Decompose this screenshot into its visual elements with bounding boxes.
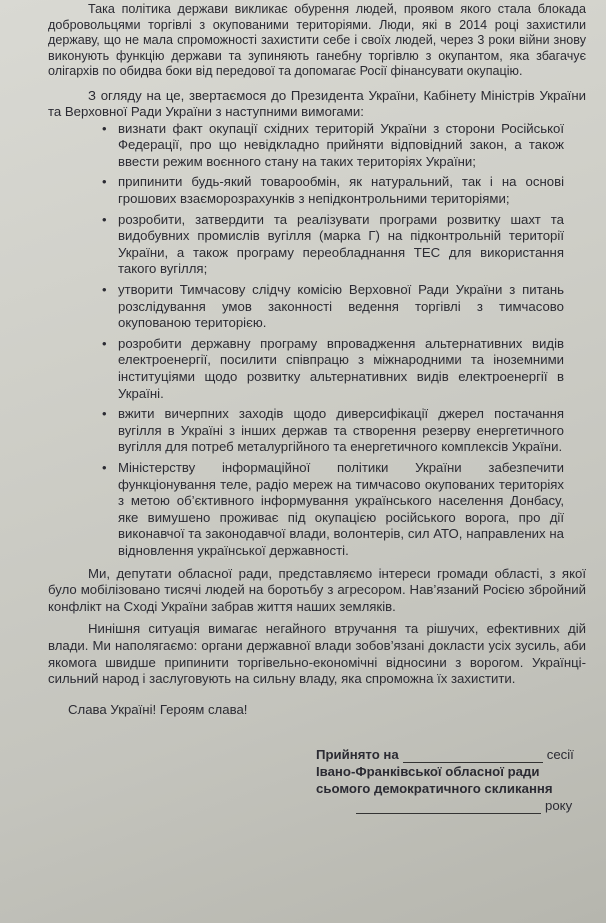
- demand-text: розробити державну програму впровадження альтернативних видів електроенергії, посилити співпрацю з міжнародними та іноземними інституціями щодо розвитку альтернативних видів електроенергії в Україні.: [118, 335, 564, 401]
- bullet-icon: •: [102, 406, 107, 422]
- demand-text: припинити будь-який товарообмін, як натуральний, так і на основі грошових взаєморозрахунків з непідконтрольними територіями;: [118, 174, 564, 207]
- adoption-year-suffix: року: [545, 798, 573, 814]
- situation-paragraph: Нинішня ситуація вимагає негайного втручання та рішучих, ефективних дій влади. Ми наполягаємо: органи державної влади зобов’язані докласти усіх зусиль, аби якомога швидше припинити торгівельно-економічні відносини з ворогом. Українці-сильний народ і заслуговують на сильну владу, яка спроможна їх захистити.: [48, 621, 586, 687]
- demand-intro: З огляду на це, звертаємося до Президента України, Кабінету Міністрів України та Верховної Ради України з наступними вимогами:: [48, 87, 586, 120]
- demands-list: [48, 121, 586, 560]
- demand-item: [102, 174, 564, 207]
- intro-paragraph: Така політика держави викликає обурення людей, проявом якого стала блокада добровольцями торгівлі з окупованими територіями. Люди, які в 2014 році захистили державу, що не мала спроможності захистити себе і своїх людей, через 3 роки війни знову виконують функцію держави та зупиняють ганебну торгівлю з окупантом, яка збагачує олігархів по обидва боки від передової та допомагає Росії фінансувати окупацію.: [48, 2, 586, 78]
- demand-text: Міністерству інформаційної політики України забезпечити функціонування теле, радіо мереж на тимчасово окупованих територіях з метою об’єктивного інформування українського населення Донбасу, яке вимушено проживає під окупацією російського ворога, про дії виконавчої та законодавчої влади, волонтерів, сил АТО, направлених на відновлення української державності.: [118, 459, 564, 558]
- adoption-convocation-line: [316, 780, 586, 797]
- bullet-icon: •: [102, 211, 107, 227]
- demand-text: розробити, затвердити та реалізувати програми розвитку шахт та видобувних промислів вугілля (марка Г) на підконтрольній території України, а також програму переобладнання ТЕС для використання такого вугілля;: [118, 211, 564, 277]
- demand-item: [102, 282, 564, 332]
- demand-item: [102, 459, 564, 560]
- bullet-icon: •: [102, 174, 107, 190]
- adoption-council-line: [316, 763, 586, 780]
- adoption-prefix: Прийнято на: [316, 747, 399, 763]
- demand-text: утворити Тимчасову слідчу комісію Верховної Ради України з питань розслідування умов законності ведення торгівлі з тимчасово окупованою територією.: [118, 282, 564, 331]
- bullet-icon: •: [102, 282, 107, 298]
- deputies-paragraph: Ми, депутати обласної ради, представляємо інтереси громади області, з якої було мобілізовано тисячі людей на боротьбу з агресором. Нав’язаний Росією збройний конфлікт на Сході України забрав життя наших земляків.: [48, 565, 586, 614]
- demand-item: [102, 335, 564, 402]
- bullet-icon: •: [102, 459, 107, 475]
- year-blank: [356, 801, 541, 814]
- demand-item: [102, 211, 564, 278]
- demand-text: вжити вичерпних заходів щодо диверсифікації джерел постачання вугілля в Україні з інших держав та створення резерву енергетичного вугілля для потреб металургійного та енергетичного комплексів України.: [118, 406, 564, 455]
- session-blank: [403, 750, 543, 763]
- bullet-icon: •: [102, 120, 107, 136]
- closing-slogan: Слава Україні! Героям слава!: [68, 701, 248, 717]
- adoption-year-line: [316, 797, 586, 814]
- demand-item: [102, 406, 564, 456]
- adoption-session-line: [316, 746, 586, 763]
- demand-text: визнати факт окупації східних територій України з сторони Російської Федерації, про що невідкладно прийняти відповідний закон, а також ввести режим воєнного стану на таких територіях України;: [118, 120, 564, 169]
- adoption-convocation: сьомого демократичного скликання: [316, 781, 553, 797]
- bullet-icon: •: [102, 335, 107, 351]
- adoption-council: Івано-Франківської обласної ради: [316, 764, 540, 780]
- adoption-block: [316, 746, 586, 814]
- demand-item: [102, 120, 564, 171]
- adoption-session-suffix: сесії: [546, 747, 574, 763]
